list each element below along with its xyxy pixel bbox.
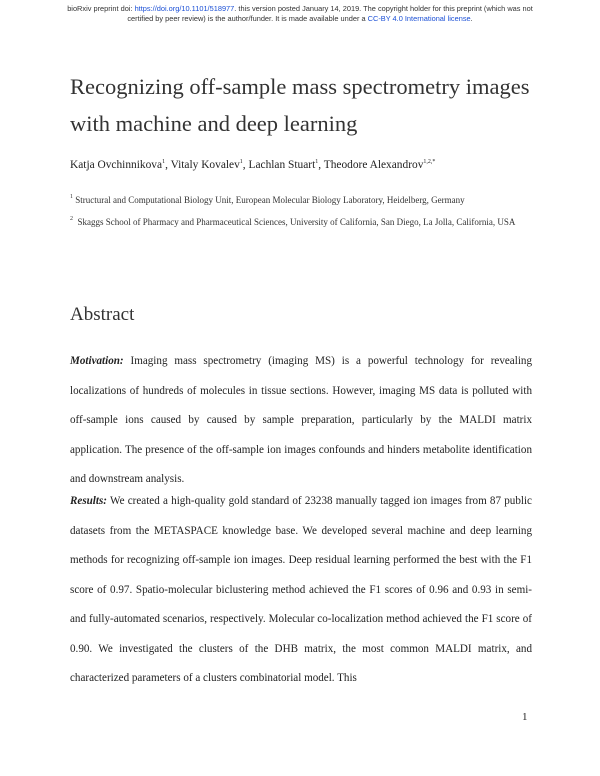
- preprint-notice-line-2: certified by peer review) is the author/funder. It is made available under a CC-BY 4.0 International license.: [127, 13, 473, 23]
- author-affiliation-marker: 1: [162, 159, 166, 165]
- author-affiliation-marker: 1: [315, 159, 319, 165]
- motivation-paragraph: [70, 347, 532, 495]
- author-affiliation-marker: 1,2,*: [423, 159, 436, 165]
- author: Vitaly Kovalev$^1$,: [170, 159, 249, 171]
- author: Theodore Alexandrov$^{1,2,*}$: [323, 159, 436, 171]
- motivation-text: Imaging mass spectrometry (imaging MS) is a powerful technology for revealing localizations of hundreds of molecules in tissue sections. However, imaging MS data is polluted with off-sample ions caused by caused by sample preparation, particularly by the MALDI matrix application. The presence of the off-sample ion images confounds and hinders metabolite identification and downstream analysis.: [70, 355, 532, 485]
- author-list: [70, 158, 540, 172]
- results-paragraph: [70, 487, 532, 694]
- results-text: We created a high-quality gold standard of 23238 manually tagged ion images from 87 public datasets from the METASPACE knowledge base. We developed several machine and deep learning methods for recognizing off-sample ion images. Deep residual learning performed the best with the F1 score of 0.97. Spatio-molecular biclustering method achieved the F1 scores of 0.96 and 0.93 in semi- and fully-automated scenarios, respectively. Molecular co-localization method achieved the F1 score of 0.90. We investigated the clusters of the DHB matrix, the most common MALDI matrix, and characterized parameters of a clusters combinatorial model. This: [70, 495, 532, 684]
- preprint-notice: [0, 4, 600, 23]
- abstract-heading: Abstract: [70, 304, 135, 325]
- affiliation-2: $^2$ Skaggs School of Pharmacy and Pharmaceutical Sciences, University of California, San Diego, La Jolla, California, USA: [70, 216, 516, 227]
- affiliation-1: $^1$ Structural and Computational Biology Unit, European Molecular Biology Laboratory, Heidelberg, Germany: [70, 194, 465, 205]
- motivation-label: Motivation:: [70, 355, 124, 367]
- paper-title: Recognizing off-sample mass spectrometry images with machine and deep learning: [70, 74, 530, 136]
- results-label: Results:: [70, 495, 107, 507]
- page-number: 1: [522, 711, 528, 723]
- doi-link[interactable]: https://doi.org/10.1101/518977: [134, 4, 235, 13]
- preprint-notice-line-1: bioRxiv preprint doi: https://doi.org/10.1101/518977. this version posted January 14, 2019. The copyright holder for this preprint (which was not: [67, 4, 533, 13]
- license-link[interactable]: CC-BY 4.0 International license: [367, 13, 471, 23]
- author: Lachlan Stuart$^1$,: [248, 159, 324, 171]
- author-affiliation-marker: 1: [239, 159, 243, 165]
- author: Katja Ovchinnikova$^1$,: [70, 159, 171, 171]
